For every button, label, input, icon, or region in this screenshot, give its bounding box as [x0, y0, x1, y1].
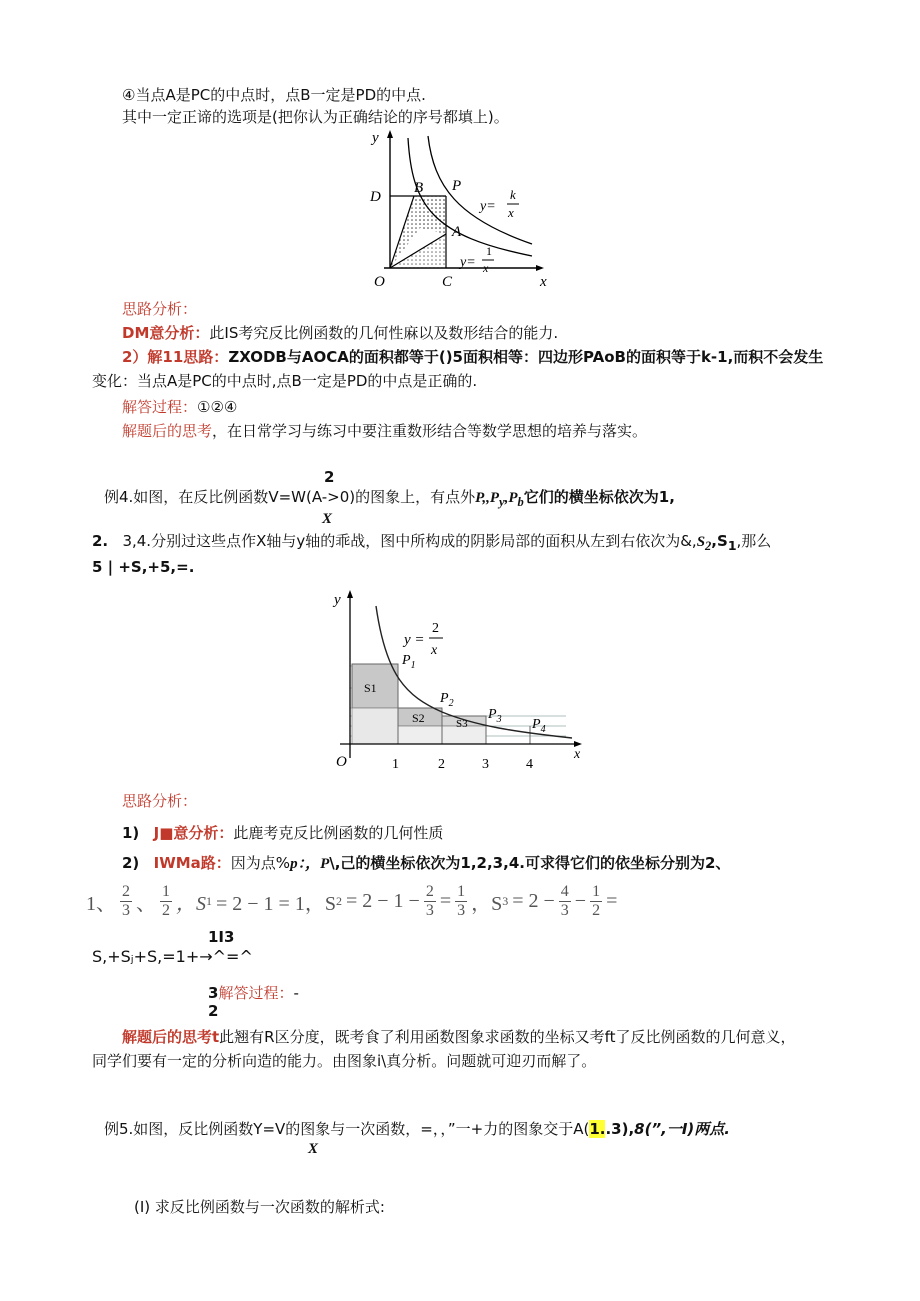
ex5-text-c: 8(”,一I)两点.: [634, 1120, 730, 1138]
solution-2-num: 3: [208, 984, 219, 1002]
intent-text: 此IS考究反比例函数的几何性麻以及数形结合的能力.: [209, 324, 559, 342]
analysis-1-intent: [122, 322, 558, 344]
analysis-2-intent: [122, 822, 443, 844]
figure-2-graph: [326, 586, 590, 774]
ex4-text-b: 它们的横坐标依次为1,: [523, 488, 675, 506]
fig2-label-p3: $P_3$: [488, 707, 502, 725]
fig2-label-s3: S3: [456, 718, 468, 730]
ex5-denominator: X: [308, 1141, 319, 1157]
approach-text: ZXODB与AOCA的面积都等于()5面积相等：四边形PAoB的面积等于k-1,而积不会发生: [228, 348, 824, 366]
solution-answer: ①②④: [197, 398, 238, 416]
fig1-formula-2-num: 1: [486, 244, 492, 258]
solution-2: [208, 982, 299, 1004]
fig1-formula-1-num: k: [510, 187, 516, 202]
ex4-s2: $S_2$: [696, 534, 712, 553]
approach-2-text-b: \,己的横坐标依次为1,2,3,4.可求得它们的依坐标分别为2、: [329, 854, 731, 872]
analysis-2-approach: [122, 852, 730, 875]
ex4-line-3: 5 | +S,+5,=.: [92, 558, 195, 576]
fig1-formula-1-lhs: y=: [480, 199, 496, 214]
fig2-formula-lhs: y =: [404, 632, 425, 648]
reflection-2-text: 此翘有R区分度，既考食了利用函数图象求函数的坐标又考ft了反比例函数的几何意义，: [219, 1028, 796, 1046]
solution-2-denominator: 2: [208, 1002, 219, 1020]
item-4-text: ④当点A是PC的中点时，点B一定是PD的中点.: [122, 86, 426, 104]
ex4-text-c: 3,4.分别过这些点作X轴与y轴的乖战，图中所构成的阴影局部的面积从左到右依次为&,: [122, 532, 697, 550]
reflection-1: [122, 420, 647, 442]
intent-2-text: 此鹿考克反比例函数的几何性质: [233, 824, 444, 842]
ex4-line-2: [92, 530, 771, 557]
equation-row: 1、 2 3 、 1 2 ，S 1 = 2 − 1 = 1，S 2 = 2 − 1 − $\frac{2}{3}$ = $\frac{1}{3}$ ，S 3 = 2 − $\frac{4}{3}$ − $\frac{1}{2}$ =: [86, 882, 618, 919]
fig1-formula-1-den: x: [508, 205, 514, 220]
approach-2-label: IWMa路：: [153, 854, 231, 872]
reflection-text: ，在日常学习与练习中要注重数形结合等数学思想的培养与落实。: [212, 422, 648, 440]
figure-1-graph: [362, 126, 562, 296]
fig1-formula-2-lhs: y=: [460, 255, 476, 270]
ex4-text-a: 例4.如图，在反比例函数V=W(A->0)的图象上，有点外: [104, 488, 476, 506]
reflection-2-cont: 同学们要有一定的分析向造的能力。由图象i\真分析。问题就可迎刃而解了。: [92, 1052, 597, 1070]
ex5-question-1: (I) 求反比例函数与一次函数的解析式:: [134, 1198, 385, 1216]
fig2-formula-den: x: [431, 643, 438, 658]
fig1-label-x: x: [540, 274, 547, 290]
ex4-s1: $,S_1$: [711, 532, 737, 553]
reflection-2-label: 解题后的思考t: [122, 1028, 220, 1046]
fig1-y-arrow: [387, 130, 393, 138]
solution-2-label: 解答过程：: [218, 984, 294, 1002]
ex5-text-a: 例5.如图，反比例函数Y=V的图象与一次函数，=，，”一+力的图象交于A(: [104, 1120, 590, 1138]
solution-1: [122, 396, 237, 418]
fig2-label-p4: $P_4$: [532, 717, 546, 735]
approach-2-points: p：，P: [290, 856, 330, 872]
fig1-label-y: y: [372, 130, 379, 146]
approach-2-text-a: 因为点%: [230, 854, 291, 872]
fig2-tick-1: 1: [392, 757, 399, 772]
fig1-label-p: P: [452, 178, 462, 194]
analysis-heading-1: 思路分析：: [122, 300, 198, 318]
fig1-label-d: D: [370, 189, 381, 205]
ex4-text-d: ,那么: [736, 532, 772, 550]
ex4-denominator: X: [322, 511, 333, 527]
question-prompt: 其中一定正谛的选项是(把你认为正确结论的序号都填上)。: [122, 108, 509, 126]
sum-line: S,+Sⱼ+S,=1+→^=^: [92, 947, 253, 966]
fig2-rect-base: [352, 708, 398, 744]
ex5-line-1: [104, 1118, 730, 1140]
fig2-tick-2: 2: [438, 757, 445, 772]
ex5-highlight: 1.: [589, 1120, 606, 1138]
reflection-label: 解题后的思考: [122, 422, 213, 440]
fig1-x-arrow: [536, 265, 544, 271]
intent-2-label: J■意分析：: [153, 824, 234, 842]
analysis-1-approach: [122, 346, 823, 368]
approach-2-number: 2): [122, 854, 140, 872]
solution-2-answer: -: [293, 984, 299, 1002]
approach-label: 2）解11思路：: [122, 348, 229, 366]
fig2-formula-num: 2: [432, 621, 439, 636]
ex5-text-b: .3),: [605, 1120, 635, 1138]
fig1-label-c: C: [442, 274, 453, 290]
fig2-label-o: O: [336, 754, 347, 770]
fig1-label-b: B: [414, 180, 424, 196]
fig2-tick-3: 3: [482, 757, 489, 772]
fig1-formula-2-den: x: [483, 261, 489, 275]
sum-superscript: 1I3: [208, 928, 235, 946]
fig2-label-s1: S1: [364, 681, 377, 695]
fig2-label-p2: $P_2$: [440, 691, 454, 709]
reflection-2: [122, 1026, 796, 1048]
ex4-line-1: [104, 486, 675, 513]
intent-2-number: 1): [122, 824, 140, 842]
fig2-label-s2: S2: [412, 711, 425, 725]
fig2-label-p1: $P_1$: [402, 653, 416, 671]
intent-label: DM意分析：: [122, 324, 210, 342]
ex4-number: 2.: [92, 532, 109, 550]
fig1-label-a: A: [452, 224, 462, 240]
fig2-label-y: y: [334, 592, 341, 608]
ex4-points: $P,,P_y,P_b$: [475, 490, 524, 509]
analysis-1-approach-cont: 变化：当点A是PC的中点时,点B一定是PD的中点是正确的.: [92, 372, 478, 390]
fig1-label-o: O: [374, 274, 385, 290]
fig2-label-x: x: [574, 747, 581, 762]
analysis-heading-2: 思路分析：: [122, 792, 198, 810]
solution-label: 解答过程：: [122, 398, 198, 416]
fig2-tick-4: 4: [526, 757, 533, 772]
ex4-superscript: 2: [324, 468, 335, 486]
